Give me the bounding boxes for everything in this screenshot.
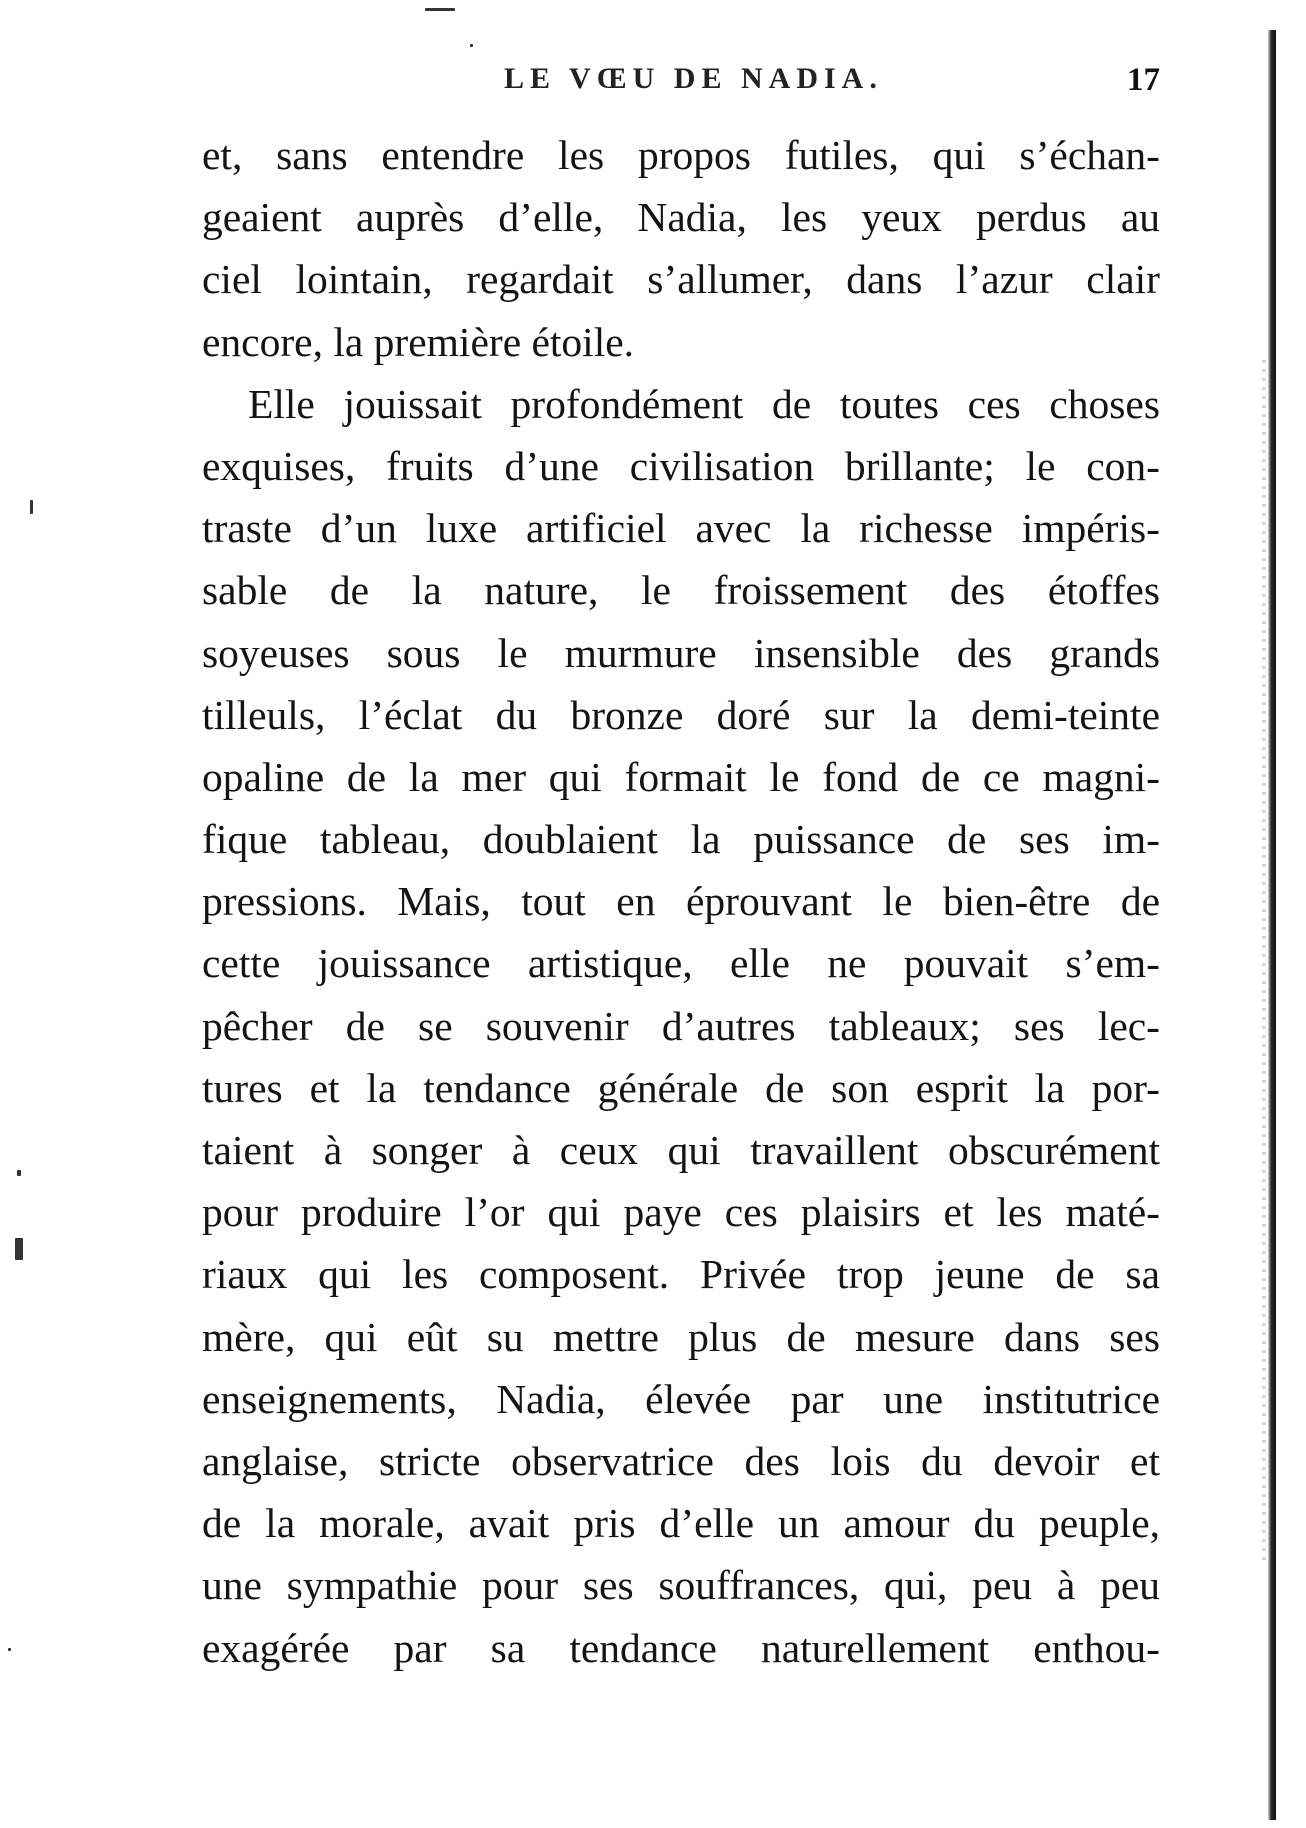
text-line: soyeuses sous le murmure insensible des grands	[202, 629, 1160, 676]
text-line: une sympathie pour ses souffrances, qui, peu à peu	[202, 1562, 1160, 1609]
text-line: fique tableau, doublaient la puissance de ses im-	[202, 816, 1160, 863]
text-line: enseignements, Nadia, élevée par une institutrice	[202, 1375, 1160, 1422]
scan-speck	[8, 1648, 11, 1651]
text-line: exagérée par sa tendance naturellement enthou-	[202, 1624, 1160, 1671]
text-line: de la morale, avait pris d’elle un amour du peuple,	[202, 1500, 1160, 1547]
running-title: LE VŒU DE NADIA.	[504, 62, 883, 95]
text-line: cette jouissance artistique, elle ne pouvait s’em-	[202, 940, 1160, 987]
text-line: mère, qui eût su mettre plus de mesure dans ses	[202, 1313, 1160, 1360]
scan-speck	[30, 500, 33, 514]
text-line: encore, la première étoile.	[202, 318, 635, 365]
text-line: geaient auprès d’elle, Nadia, les yeux perdus au	[202, 194, 1160, 241]
page-header	[202, 62, 1160, 106]
text-line: exquises, fruits d’une civilisation brillante; le con-	[202, 442, 1160, 489]
text-line: riaux qui les composent. Privée trop jeune de sa	[202, 1251, 1160, 1298]
scan-speck	[425, 8, 455, 11]
text-line: opaline de la mer qui formait le fond de ce magni-	[202, 753, 1160, 800]
text-line: sable de la nature, le froissement des étoffes	[202, 567, 1160, 614]
text-line: anglaise, stricte observatrice des lois du devoir et	[202, 1437, 1160, 1484]
text-line: et, sans entendre les propos futiles, qui s’échan-	[202, 132, 1160, 178]
page-binding-edge	[1268, 30, 1276, 1820]
scan-speck	[17, 1170, 21, 1176]
text-line: pêcher de se souvenir d’autres tableaux; ses lec-	[202, 1002, 1160, 1049]
text-line: pour produire l’or qui paye ces plaisirs et les maté-	[202, 1189, 1160, 1236]
page-edge-shadow	[1262, 360, 1266, 1560]
text-line: taient à songer à ceux qui travaillent obscurément	[202, 1127, 1160, 1173]
text-line: pressions. Mais, tout en éprouvant le bien-être de	[202, 878, 1160, 925]
scan-speck	[15, 1238, 23, 1260]
text-line: tures et la tendance générale de son esprit la por-	[202, 1064, 1160, 1111]
text-line: tilleuls, l’éclat du bronze doré sur la demi-teinte	[202, 691, 1160, 738]
text-line: traste d’un luxe artificiel avec la richesse impéris-	[202, 505, 1160, 552]
text-line: ciel lointain, regardait s’allumer, dans l’azur clair	[202, 256, 1160, 303]
paragraph-first-line: Elle jouissait profondément de toutes ces choses	[248, 380, 1160, 427]
body-text	[202, 124, 1160, 1679]
page-number: 17	[1127, 62, 1160, 98]
scan-speck	[470, 44, 473, 47]
